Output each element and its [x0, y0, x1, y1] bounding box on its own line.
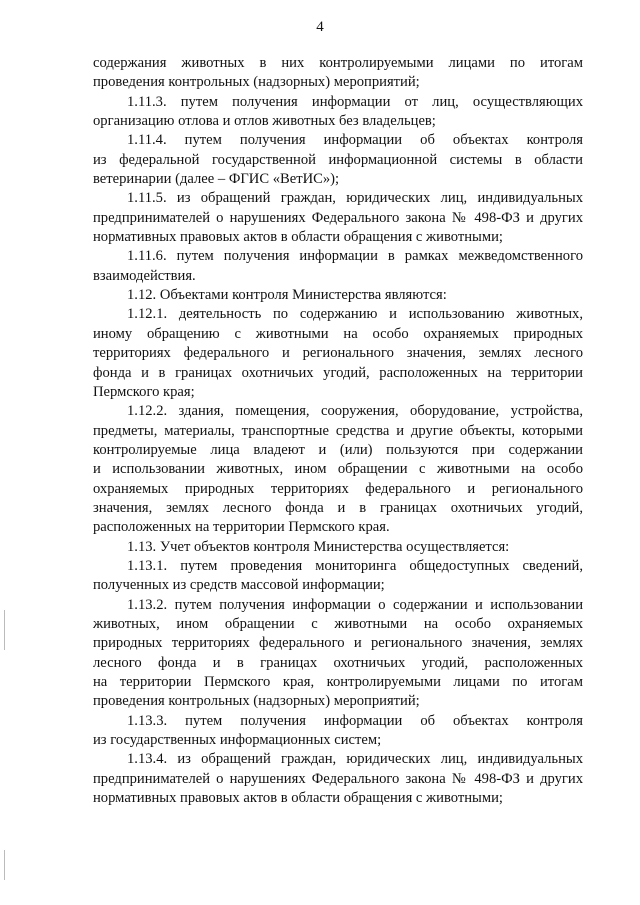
text-line: значения, землях лесного фонда и в границах охотничьих угодий, — [93, 499, 583, 516]
text-line: 1.11.3. путем получения информации от лиц, осуществляющих — [127, 93, 583, 110]
text-line: из государственных информационных систем; — [93, 732, 382, 749]
text-line: предпринимателей о нарушениях Федерального закона № 498-ФЗ и других — [93, 209, 583, 226]
paragraph — [93, 286, 583, 305]
text-line: 1.13. Учет объектов контроля Министерства осуществляется: — [127, 538, 510, 555]
text-line: 1.13.1. путем проведения мониторинга общедоступных сведений, — [127, 557, 583, 574]
text-line: фонда и в границах охотничьих угодий, расположенных на территории — [93, 364, 583, 381]
text-line: проведения контрольных (надзорных) мероприятий; — [93, 74, 420, 91]
text-line: контролируемые лица владеют и (или) пользуются при содержании — [93, 441, 583, 458]
paragraph — [93, 93, 583, 132]
text-line: ветеринарии (далее – ФГИС «ВетИС»); — [93, 171, 340, 188]
text-line: лесного фонда и в границах охотничьих угодий, расположенных — [93, 654, 583, 671]
text-line: и использовании животных, ином обращении с животными на особо — [93, 461, 583, 478]
paragraph — [93, 54, 583, 93]
text-line: организацию отлова и отлов животных без владельцев; — [93, 113, 436, 130]
paragraph — [93, 189, 583, 247]
text-line: проведения контрольных (надзорных) мероприятий; — [93, 693, 420, 710]
paragraph — [93, 712, 583, 751]
paragraph — [93, 557, 583, 596]
text-line: Пермского края; — [93, 383, 195, 400]
paragraph — [93, 750, 583, 808]
text-line: природных территориях федерального и регионального значения, землях — [93, 635, 583, 652]
text-line: нормативных правовых актов в области обращения с животными; — [93, 790, 503, 807]
text-line: охраняемых природных территориях федерального и регионального — [93, 480, 583, 497]
text-line: 1.11.6. путем получения информации в рамках межведомственного — [127, 248, 583, 265]
text-line: 1.13.4. из обращений граждан, юридических лиц, индивидуальных — [127, 751, 583, 768]
text-line: 1.12.1. деятельность по содержанию и использованию животных, — [127, 306, 583, 323]
page-number: 4 — [316, 19, 324, 35]
text-line: 1.13.2. путем получения информации о содержании и использовании — [127, 596, 583, 613]
paragraph — [93, 402, 583, 537]
text-line: 1.12.2. здания, помещения, сооружения, оборудование, устройства, — [127, 403, 583, 420]
paragraph — [93, 538, 583, 557]
text-line: на территории Пермского края, контролируемыми лицами по итогам — [93, 674, 583, 690]
paragraph — [93, 247, 583, 286]
document-body — [93, 54, 583, 808]
text-line: территориях федерального и регионального значения, землях лесного — [93, 345, 583, 362]
paragraph — [93, 305, 583, 402]
text-line: содержания животных в них контролируемыми лицами по итогам — [93, 55, 583, 71]
text-line: 1.11.4. путем получения информации об объектах контроля — [127, 132, 583, 149]
text-line: 1.11.5. из обращений граждан, юридических лиц, индивидуальных — [127, 190, 583, 207]
text-line: предпринимателей о нарушениях Федерального закона № 498-ФЗ и других — [93, 770, 583, 787]
text-line: взаимодействия. — [93, 267, 196, 284]
text-line: полученных из средств массовой информации; — [93, 577, 385, 594]
paragraph — [93, 596, 583, 712]
text-line: нормативных правовых актов в области обращения с животными; — [93, 229, 503, 246]
text-line: из федеральной государственной информационной системы в области — [93, 151, 583, 168]
text-line: 1.13.3. путем получения информации об объектах контроля — [127, 712, 583, 729]
text-line: животных, ином обращении с животными на особо охраняемых — [93, 615, 583, 632]
paragraph — [93, 131, 583, 189]
text-line: 1.12. Объектами контроля Министерства являются: — [127, 287, 447, 304]
text-line: расположенных на территории Пермского края. — [93, 519, 390, 536]
scan-artifact — [4, 850, 5, 880]
text-line: иному обращению с животными на особо охраняемых природных — [93, 325, 583, 342]
text-line: предметы, материалы, транспортные средства и другие объекты, которыми — [93, 422, 583, 439]
scan-artifact — [4, 610, 5, 650]
